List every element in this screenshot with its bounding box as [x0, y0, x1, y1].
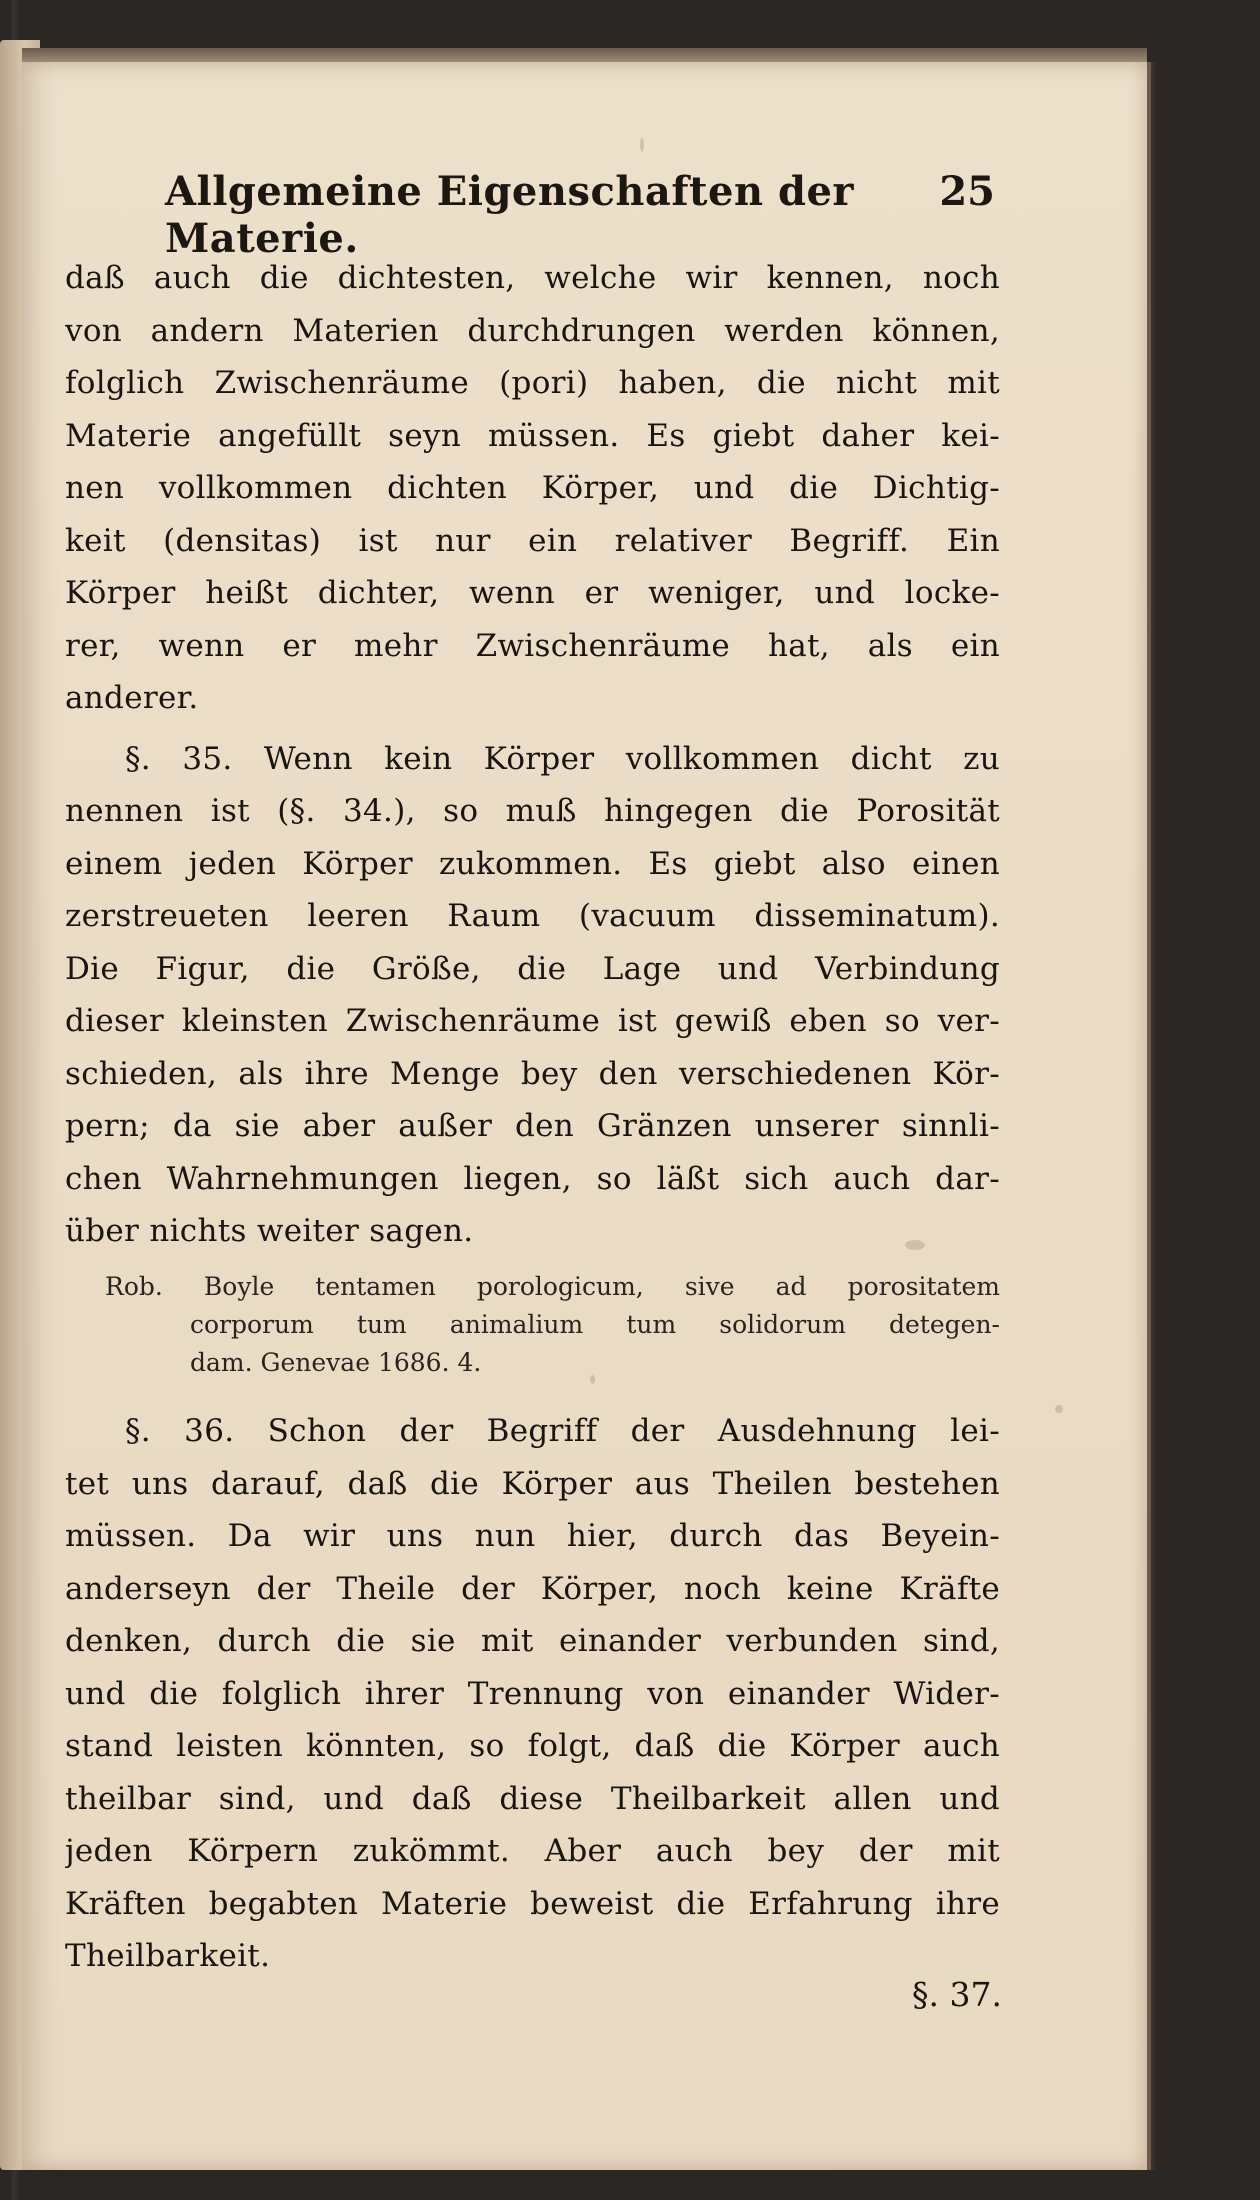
main-text [65, 252, 1000, 1258]
running-head [145, 168, 995, 262]
text-line: müssen. Da wir uns nun hier, durch das Beyein- [65, 1518, 1000, 1554]
paper-spot [1055, 1405, 1063, 1413]
footnote-line: corporum tum animalium tum solidorum detegen- [190, 1310, 1000, 1339]
text-line: Theilbarkeit. [65, 1938, 271, 1974]
text-line: nennen ist (§. 34.), so muß hingegen die Porosität [65, 793, 1000, 829]
text-line: Die Figur, die Größe, die Lage und Verbindung [65, 950, 1000, 987]
text-line: §. 35. Wenn kein Körper vollkommen dicht zu [125, 740, 1000, 777]
paragraph-section-35 [65, 733, 1000, 1258]
catchword: §. 37. [912, 1975, 1002, 2014]
text-line: nen vollkommen dichten Körper, und die Dichtig- [65, 470, 1000, 506]
footnote-line: Rob. Boyle tentamen porologicum, sive ad porositatem [105, 1272, 1000, 1301]
text-line: zerstreueten leeren Raum (vacuum disseminatum). [65, 898, 1000, 934]
paragraph-density [65, 252, 1000, 725]
text-line: über nichts weiter sagen. [65, 1213, 474, 1249]
text-line: Materie angefüllt seyn müssen. Es giebt daher kei- [65, 417, 1000, 454]
paper-spot [640, 138, 644, 152]
text-line: stand leisten könnten, so folgt, daß die Körper auch [65, 1728, 1000, 1764]
text-line: keit (densitas) ist nur ein relativer Begriff. Ein [65, 522, 1000, 559]
footnote-line: dam. Genevae 1686. 4. [190, 1348, 482, 1377]
text-line: tet uns darauf, daß die Körper aus Theilen bestehen [65, 1465, 1000, 1502]
text-line: anderseyn der Theile der Körper, noch keine Kräfte [65, 1570, 1000, 1607]
text-line: pern; da sie aber außer den Gränzen unserer sinnli- [65, 1108, 1000, 1144]
text-line: dieser kleinsten Zwischenräume ist gewiß eben so ver- [65, 1003, 1000, 1039]
text-line: jeden Körpern zukömmt. Aber auch bey der mit [65, 1833, 1000, 1869]
text-line: einem jeden Körper zukommen. Es giebt also einen [65, 845, 1000, 882]
text-line: denken, durch die sie mit einander verbunden sind, [65, 1623, 1000, 1659]
text-line: daß auch die dichtesten, welche wir kennen, noch [65, 260, 1000, 296]
text-line: theilbar sind, und daß diese Theilbarkeit allen und [65, 1780, 1000, 1817]
text-line: §. 36. Schon der Begriff der Ausdehnung lei- [125, 1413, 1000, 1449]
text-line: und die folglich ihrer Trennung von einander Wider- [65, 1675, 1000, 1712]
text-line: folglich Zwischenräume (pori) haben, die nicht mit [65, 365, 1000, 401]
text-line: von andern Materien durchdrungen werden können, [65, 312, 1000, 349]
footnote [105, 1268, 1000, 1382]
text-line: Körper heißt dichter, wenn er weniger, und locke- [65, 575, 1000, 611]
running-title: Allgemeine Eigenschaften der Materie. [165, 168, 854, 262]
text-line: Kräften begabten Materie beweist die Erfahrung ihre [65, 1885, 1000, 1922]
text-line: chen Wahrnehmungen liegen, so läßt sich auch dar- [65, 1160, 1000, 1197]
page-number: 25 [939, 168, 995, 215]
paragraph-section-36 [65, 1405, 1000, 1983]
text-line: rer, wenn er mehr Zwischenräume hat, als ein [65, 627, 1000, 664]
text-line: anderer. [65, 680, 199, 716]
text-line: schieden, als ihre Menge bey den verschiedenen Kör- [65, 1055, 1000, 1092]
